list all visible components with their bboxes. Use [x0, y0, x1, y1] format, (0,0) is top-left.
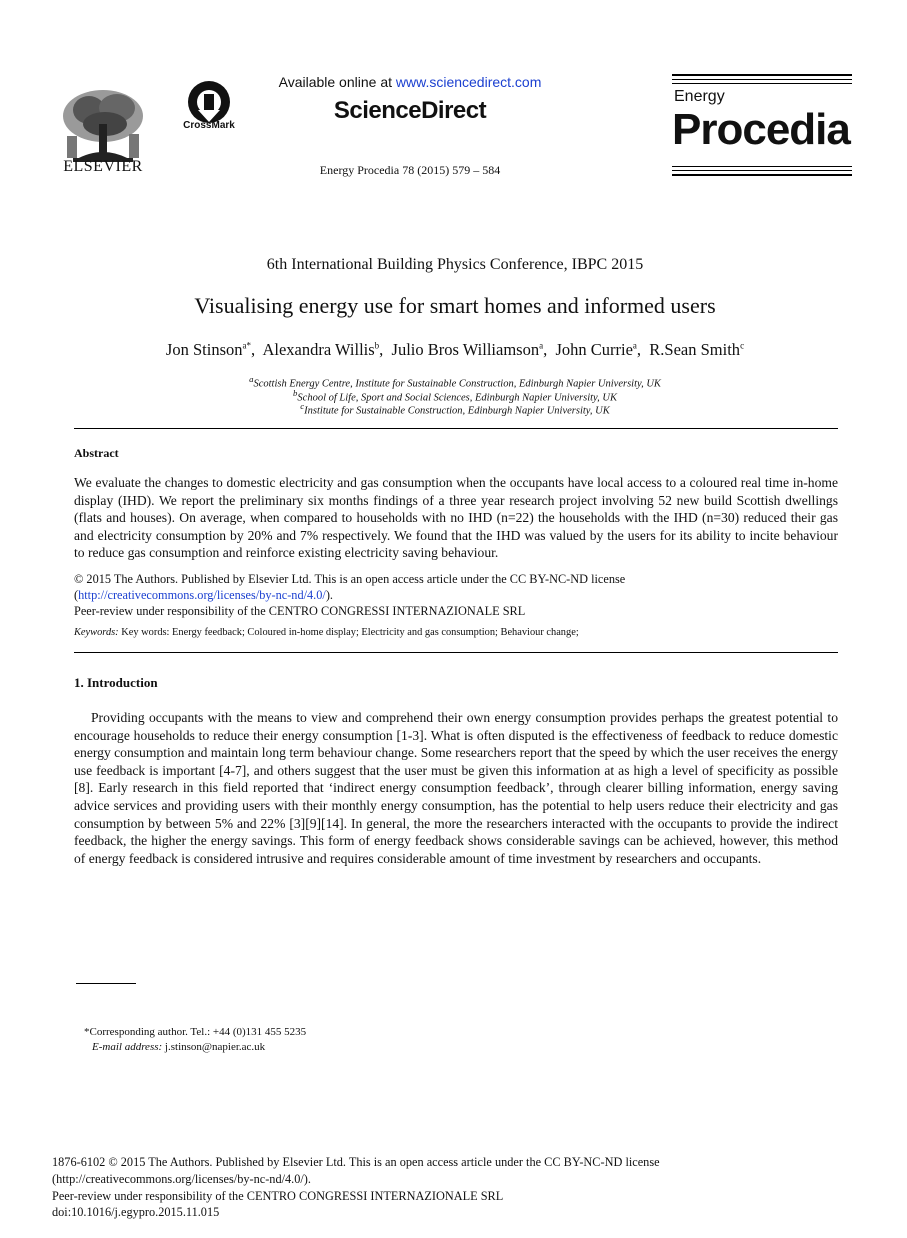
email-label: E-mail address:	[92, 1041, 163, 1053]
author-mark: c	[740, 340, 745, 351]
logo-rule	[672, 170, 852, 171]
author: John Currie	[555, 340, 633, 359]
email-line	[92, 1041, 265, 1053]
author: R.Sean Smith	[649, 340, 741, 359]
affiliation-mark: b	[293, 388, 298, 398]
section-rule	[74, 428, 838, 429]
author-mark: a	[539, 340, 544, 351]
author-mark: b	[374, 340, 380, 351]
footnote-rule	[76, 983, 136, 984]
logo-rule	[672, 79, 852, 80]
available-online	[260, 74, 560, 90]
logo-rule	[672, 83, 852, 84]
paper-title: Visualising energy use for smart homes and informed users	[194, 293, 716, 318]
affiliation-text: School of Life, Sport and Social Sciences, Edinburgh Napier University, UK	[297, 392, 617, 404]
footer-peer-review: Peer-review under responsibility of the CENTRO CONGRESSI INTERNAZIONALE SRL	[52, 1188, 504, 1203]
elsevier-wordmark: ELSEVIER	[63, 158, 143, 175]
affiliation-mark: a	[249, 374, 254, 384]
issn-line: 1876-6102 © 2015 The Authors. Published by Elsevier Ltd. This is an open access article under the CC BY-NC-ND license	[52, 1155, 660, 1169]
affiliation	[60, 401, 850, 417]
author: Jon Stinson	[165, 340, 243, 359]
conference-name: 6th International Building Physics Conference, IBPC 2015	[266, 256, 644, 273]
energy-word: Energy	[674, 88, 725, 105]
author-mark: a*	[242, 340, 251, 351]
procedia-word: Procedia	[672, 105, 850, 154]
corresponding-author: *Corresponding author. Tel.: +44 (0)131 455 5235	[84, 1026, 307, 1038]
affiliation-mark: c	[300, 401, 305, 411]
affiliation-text: Scottish Energy Centre, Institute for Sustainable Construction, Edinburgh Napier University, UK	[253, 378, 661, 390]
author-mark: a	[632, 340, 637, 351]
license-line: (http://creativecommons.org/licenses/by-nc-nd/4.0/).	[74, 588, 333, 602]
crossmark-label: CrossMark	[183, 120, 235, 131]
peer-review-line: Peer-review under responsibility of the CENTRO CONGRESSI INTERNAZIONALE SRL	[74, 604, 526, 618]
author: Alexandra Willis	[262, 340, 375, 359]
keywords-text: Key words: Energy feedback; Coloured in-home display; Electricity and gas consumption; Behaviour change;	[121, 627, 579, 638]
abstract-heading: Abstract	[74, 446, 119, 460]
journal-reference: Energy Procedia 78 (2015) 579 – 584	[319, 163, 501, 177]
page-footer	[52, 1154, 852, 1221]
introduction-text: Providing occupants with the means to view and comprehend their own energy consumption provides perhaps the greatest potential to encourage households to reduce their energy consumption [1-3]. What is often disputed is the effectiveness of feedback to reduce domestic energy consumption and maintain long term behaviour change. Some researchers report that the speed by which the user receives the energy use feedback is important [4-7], and others suggest that the user must be given this information at as high a level of specificity as possible [8]. Early research in this field reported that ‘indirect energy consumption feedback’, through clearer billing information, energy saving advice services and providing users with their monthly energy consumption, has the potential to help users reduce their electricity and gas consumption by between 5% and 22% [3][9][14]. In general, the more the researchers interacted with the occupants to provide the indirect feedback, the higher the energy savings. This form of energy feedback shows considerable savings can be achieved, however, this method of energy feedback is considered intrusive and requires considerable amount of time investment by researchers and occupants.	[74, 710, 838, 866]
email-address[interactable]: j.stinson@napier.ac.uk	[164, 1041, 266, 1053]
doi[interactable]: doi:10.1016/j.egypro.2015.11.015	[52, 1205, 220, 1220]
keywords-label: Keywords:	[74, 627, 119, 638]
sciencedirect-logo: ScienceDirect	[333, 97, 487, 124]
affiliation-text: Institute for Sustainable Construction, Edinburgh Napier University, UK	[304, 405, 610, 417]
logo-rule	[672, 174, 852, 176]
keywords-line	[74, 627, 838, 638]
introduction-heading: 1. Introduction	[74, 675, 158, 690]
footer-license[interactable]: (http://creativecommons.org/licenses/by-nc-nd/4.0/).	[52, 1171, 311, 1186]
logo-rule	[672, 166, 852, 167]
logo-rule	[672, 74, 852, 76]
section-rule	[74, 652, 838, 653]
available-prefix: Available online at	[278, 74, 396, 90]
sciencedirect-link[interactable]: www.sciencedirect.com	[395, 74, 542, 90]
author: Julio Bros Williamson	[391, 340, 540, 359]
energy-procedia-logo	[672, 74, 852, 178]
abstract-text: We evaluate the changes to domestic electricity and gas consumption when the occupants have local access to a coloured real time in-home display (IHD). We report the preliminary six months findings of a three year research project involving 52 new build Scottish dwellings (flats and houses). On average, when compared to households with no IHD (n=22) the households with the IHD (n=30) reduced their gas and electricity consumption by 20% and 7% respectively. We found that the IHD was valued by the users for its ability to incite behaviour to reduce gas consumption and reinforce existing electricity saving behaviour.	[74, 475, 838, 561]
author-list: Jon Stinson$^{a*}$, Alexandra Willis$^b$, Julio Bros Williamson$^a$, John Currie$^a$, R.Sean Smith$^c$	[165, 340, 745, 359]
copyright-line: © 2015 The Authors. Published by Elsevier Ltd. This is an open access article under the CC BY-NC-ND license	[74, 572, 626, 586]
license-link[interactable]: http://creativecommons.org/licenses/by-nc-nd/4.0/	[78, 588, 326, 602]
copyright-block	[74, 571, 838, 619]
